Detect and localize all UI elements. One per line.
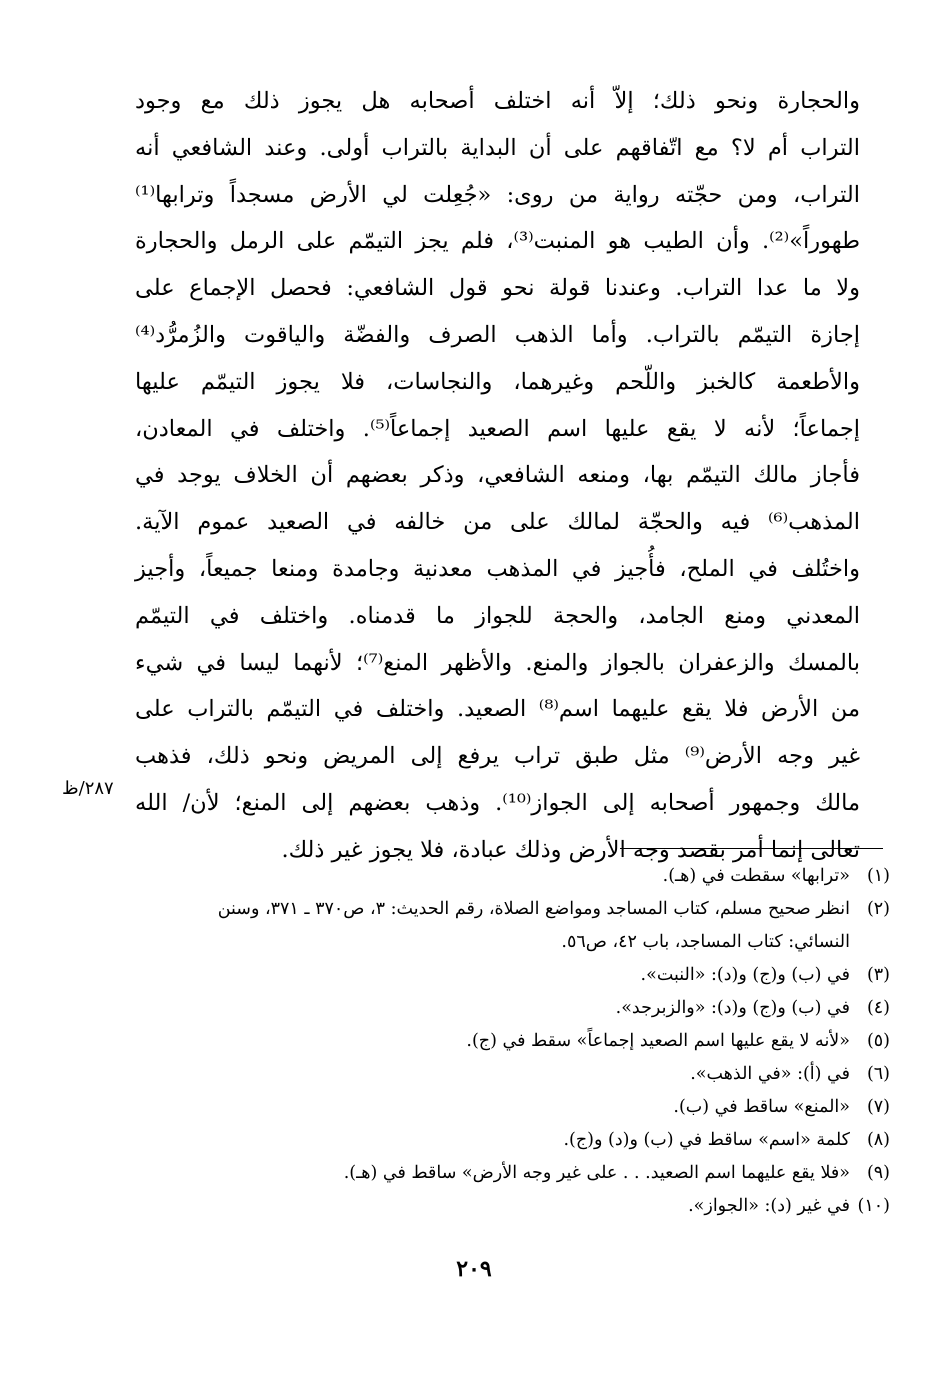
text-line: المعدني ومنع الجامد، والحجة للجواز ما قدمناه. واختلف في التيمّم: [135, 602, 860, 629]
text-line: التراب أم لا؟ مع اتّفاقهم على أن البداية بالتراب أولى. وعند الشافعي أنه: [135, 134, 860, 161]
manuscript-folio-marker: ٢٨٧/ظ: [62, 778, 114, 799]
text-line: من الأرض فلا يقع عليهما اسم⁽⁸⁾ الصعيد. واختلف في التيمّم بالتراب على: [135, 696, 860, 723]
footnote-text: «فلا يقع عليهما اسم الصعيد. . . على غير وجه الأرض» ساقط في (هـ).: [343, 1163, 850, 1183]
text-line: مالك وجمهور أصحابه إلى الجواز⁽¹⁰⁾. وذهب بعضهم إلى المنع؛ لأن/ الله: [135, 789, 861, 816]
footnote-number: (٣): [866, 965, 890, 985]
footnote-item: [210, 1124, 890, 1157]
footnote-text: «لأنه لا يقع عليها اسم الصعيد إجماعاً» سقط في (ج).: [466, 1031, 850, 1051]
text-line: إجازة التيمّم بالتراب. وأما الذهب الصرف والفضّة والياقوت والزُمرُّد⁽⁴⁾: [135, 321, 860, 348]
footnote-text: في غير (د): «الجواز».: [688, 1196, 850, 1216]
footnote-number: (٦): [866, 1064, 890, 1084]
main-text: [135, 78, 860, 874]
footnote-text: انظر صحيح مسلم، كتاب المساجد ومواضع الصلاة، رقم الحديث: ٣، ص٣٧٠ ـ ٣٧١، وسنن النسائي: كتاب المساجد، باب ٤٢، ص٥٦.: [217, 899, 850, 952]
text-line: غير وجه الأرض⁽⁹⁾ مثل طبق تراب يرفع إلى المريض ونحو ذلك، فذهب: [135, 743, 860, 770]
text-line: إجماعاً؛ لأنه لا يقع عليها اسم الصعيد إجماعاً⁽⁵⁾. واختلف في المعادن،: [135, 415, 860, 442]
footnote-number: (٧): [866, 1097, 890, 1117]
footnote-number: (٢): [866, 899, 890, 919]
footnote-text: «المنع» ساقط في (ب).: [673, 1097, 850, 1117]
footnote-number: (٥): [866, 1031, 890, 1051]
footnote-item: [210, 1025, 890, 1058]
footnote-text: كلمة «اسم» ساقط في (ب) و(د) و(ج).: [563, 1130, 850, 1150]
text-line: المذهب⁽⁶⁾ فيه والحجّة لمالك على من خالفه في الصعيد عموم الآية.: [135, 509, 860, 536]
footnote-item: [210, 959, 890, 992]
footnote-text: في (ب) و(ج) و(د): «والزبرجد».: [615, 998, 850, 1018]
footnote-item: [210, 1091, 890, 1124]
text-line: والأطعمة كالخبز واللّحم وغيرهما، والنجاسات، فلا يجوز التيمّم عليها: [135, 368, 860, 395]
footnote-item: [210, 1157, 890, 1190]
footnote-item: [210, 893, 890, 959]
footnote-number: (١٠): [857, 1196, 890, 1216]
footnote-divider: [620, 848, 883, 849]
text-line: بالمسك والزعفران بالجواز والمنع. والأظهر المنع⁽⁷⁾؛ لأنهما ليسا في شيء: [135, 649, 860, 676]
text-line: فأجاز مالك التيمّم بها، ومنعه الشافعي، وذكر بعضهم أن الخلاف يوجد في: [135, 462, 860, 489]
footnote-number: (١): [866, 866, 890, 886]
footnote-item: [210, 1190, 890, 1223]
footnotes: [210, 860, 890, 1223]
text-line: واختُلف في الملح، فأُجيز في المذهب معدنية وجامدة ومنعا جميعاً، وأجيز: [135, 555, 860, 582]
text-line: التراب، ومن حجّته رواية من روى: «جُعِلت لي الأرض مسجداً وترابها⁽¹⁾: [135, 181, 860, 208]
footnote-number: (٨): [866, 1130, 890, 1150]
footnote-item: [210, 1058, 890, 1091]
footnote-item: [210, 860, 890, 893]
page-number: ٢٠٩: [456, 1256, 492, 1282]
text-line: طهوراً»⁽²⁾. وأن الطيب هو المنبت⁽³⁾، فلم يجز التيمّم على الرمل والحجارة: [135, 228, 860, 255]
footnote-number: (٩): [866, 1163, 890, 1183]
footnote-text: في (أ): «في الذهب».: [690, 1064, 850, 1084]
footnote-number: (٤): [866, 998, 890, 1018]
text-line: ولا ما عدا التراب. وعندنا قولة نحو قول الشافعي: فحصل الإجماع على: [135, 275, 860, 302]
footnote-text: «ترابها» سقطت في (هـ).: [662, 866, 850, 886]
text-line: تعالى إنما أمر بقصد وجه الأرض وذلك عبادة، فلا يجوز غير ذلك.: [281, 836, 860, 863]
footnote-text: في (ب) و(ج) و(د): «النبت».: [640, 965, 850, 985]
text-line: والحجارة ونحو ذلك؛ إلاّ أنه اختلف أصحابه هل يجوز ذلك مع وجود: [135, 88, 860, 114]
footnote-item: [210, 992, 890, 1025]
